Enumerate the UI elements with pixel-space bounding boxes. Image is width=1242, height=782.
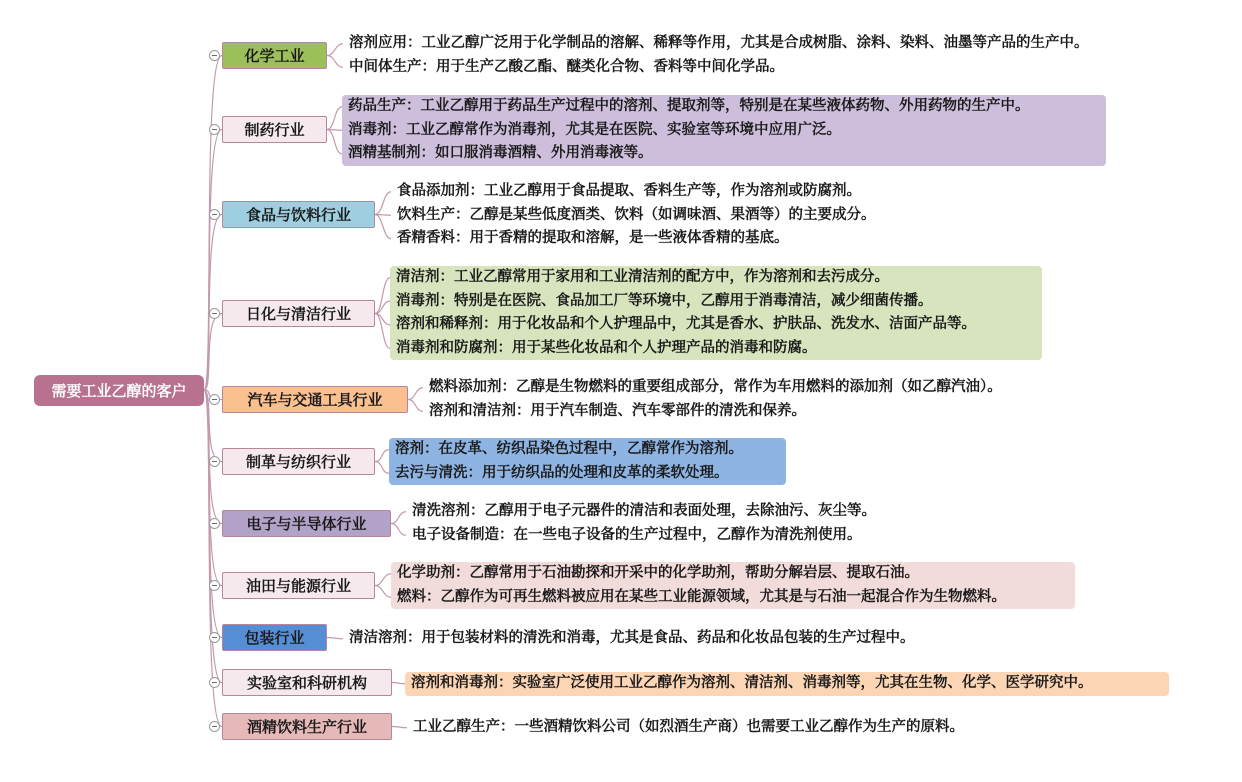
collapse-icon[interactable] xyxy=(209,209,220,220)
detail-line: 食品添加剂：工业乙醇用于食品提取、香料生产等，作为溶剂或防腐剂。 xyxy=(397,183,861,199)
detail-line: 溶剂：在皮革、纺织品染色过程中，乙醇常作为溶剂。 xyxy=(395,441,743,457)
branch-node-chemical[interactable] xyxy=(222,42,327,69)
detail-group-electronics xyxy=(406,500,882,547)
detail-line: 电子设备制造：在一些电子设备的生产过程中，乙醇作为清洗剂使用。 xyxy=(412,526,862,543)
collapse-icon[interactable] xyxy=(209,124,220,135)
branch-label: 包装行业 xyxy=(244,629,305,647)
branch-detail-connector xyxy=(327,130,342,154)
detail-line: 溶剂和消毒剂：实验室广泛使用工业乙醇作为溶剂、清洁剂、消毒剂等，尤其在生物、化学、医学研究中。 xyxy=(411,675,1093,691)
detail-group-pharma xyxy=(342,95,1106,166)
branch-label: 化学工业 xyxy=(244,47,305,65)
root-branch-connector xyxy=(204,56,222,391)
branch-node-laboratory[interactable] xyxy=(222,669,392,696)
detail-line: 溶剂和稀释剂：用于化妆品和个人护理品中，尤其是香水、护肤品、洗发水、洁面产品等。 xyxy=(396,316,976,332)
collapse-icon[interactable] xyxy=(209,677,220,688)
branch-node-automotive[interactable] xyxy=(222,386,408,413)
branch-label: 实验室和科研机构 xyxy=(246,674,367,692)
detail-group-packaging xyxy=(343,627,921,651)
collapse-icon[interactable] xyxy=(209,721,220,732)
branch-detail-connector xyxy=(392,683,405,684)
branch-detail-connector xyxy=(375,574,391,586)
branch-detail-connector xyxy=(327,638,343,639)
detail-group-leather-textile xyxy=(389,438,786,485)
branch-label: 制革与纺织行业 xyxy=(245,453,351,471)
collapse-icon[interactable] xyxy=(209,518,220,529)
branch-node-daily-chemical[interactable] xyxy=(222,300,375,327)
detail-line: 去污与清洗：用于纺织品的处理和皮革的柔软处理。 xyxy=(395,464,729,481)
collapse-icon[interactable] xyxy=(209,308,220,319)
branch-detail-connector xyxy=(391,524,406,536)
branch-detail-connector xyxy=(391,512,406,524)
root-node[interactable] xyxy=(34,375,204,406)
detail-line: 消毒剂和防腐剂：用于某些化妆品和个人护理产品的消毒和防腐。 xyxy=(396,339,817,356)
branch-detail-connector xyxy=(327,107,342,130)
detail-group-liquor xyxy=(407,716,970,740)
detail-group-food xyxy=(391,180,882,251)
branch-node-packaging[interactable] xyxy=(222,624,327,651)
branch-detail-connector xyxy=(375,586,391,598)
detail-line: 饮料生产：乙醇是某些低度酒类、饮料（如调味酒、果酒等）的主要成分。 xyxy=(397,206,876,223)
branch-node-oilfield-energy[interactable] xyxy=(222,572,375,599)
detail-line: 燃料：乙醇作为可再生燃料被应用在某些工业能源领域，尤其是与石油一起混合作为生物燃料。 xyxy=(397,588,1006,605)
detail-line: 化学助剂：乙醇常用于石油勘探和开采中的化学助剂，帮助分解岩层、提取石油。 xyxy=(397,565,919,581)
branch-node-leather-textile[interactable] xyxy=(222,448,375,475)
collapse-icon[interactable] xyxy=(209,456,220,467)
detail-group-oilfield-energy xyxy=(391,562,1075,609)
collapse-icon[interactable] xyxy=(209,50,220,61)
branch-detail-connector xyxy=(375,450,389,462)
detail-line: 清洁溶剂：用于包装材料的清洗和消毒，尤其是食品、药品和化妆品包装的生产过程中。 xyxy=(349,630,915,646)
detail-line: 清洁剂：工业乙醇常用于家用和工业清洁剂的配方中，作为溶剂和去污成分。 xyxy=(396,269,889,285)
detail-line: 香精香料：用于香精的提取和溶解，是一些液体香精的基底。 xyxy=(397,230,789,246)
root-branch-connector xyxy=(204,130,222,391)
branch-node-food[interactable] xyxy=(222,201,375,228)
branch-node-liquor[interactable] xyxy=(222,713,392,740)
branch-detail-connector xyxy=(375,462,389,474)
branch-detail-connector xyxy=(408,400,423,412)
detail-line: 消毒剂：工业乙醇常作为消毒剂，尤其是在医院、实验室等环境中应用广泛。 xyxy=(348,121,841,138)
branch-label: 酒精饮料生产行业 xyxy=(246,718,367,736)
detail-line: 中间体生产：用于生产乙酸乙酯、醚类化合物、香料等中间化学品。 xyxy=(349,58,784,75)
branch-detail-connector xyxy=(408,388,423,400)
branch-node-electronics[interactable] xyxy=(222,510,391,537)
branch-detail-connector xyxy=(375,215,391,239)
detail-line: 清洗溶剂：乙醇用于电子元器件的清洁和表面处理，去除油污、灰尘等。 xyxy=(412,503,876,519)
root-branch-connector xyxy=(204,390,222,638)
branch-label: 日化与清洁行业 xyxy=(245,305,351,323)
detail-group-automotive xyxy=(423,376,1008,423)
detail-line: 溶剂和清洁剂：用于汽车制造、汽车零部件的清洗和保养。 xyxy=(429,402,806,419)
branch-label: 电子与半导体行业 xyxy=(246,515,367,533)
detail-line: 工业乙醇生产：一些酒精饮料公司（如烈酒生产商）也需要工业乙醇作为生产的原料。 xyxy=(413,719,964,735)
root-label: 需要工业乙醇的客户 xyxy=(51,382,187,400)
detail-line: 酒精基制剂：如口服消毒酒精、外用消毒液等。 xyxy=(348,145,653,161)
detail-line: 药品生产：工业乙醇用于药品生产过程中的溶剂、提取剂等，特别是在某些液体药物、外用药物的生产中。 xyxy=(348,98,1030,114)
branch-detail-connector xyxy=(327,44,343,56)
branch-label: 食品与饮料行业 xyxy=(245,206,351,224)
branch-node-pharma[interactable] xyxy=(222,116,327,143)
detail-group-laboratory xyxy=(405,672,1169,696)
branch-detail-connector xyxy=(375,192,391,215)
branch-label: 油田与能源行业 xyxy=(245,577,351,595)
branch-detail-connector xyxy=(327,56,343,68)
collapse-icon[interactable] xyxy=(209,580,220,591)
branch-label: 汽车与交通工具行业 xyxy=(247,391,383,409)
detail-group-chemical xyxy=(343,32,1095,79)
branch-label: 制药行业 xyxy=(244,121,305,139)
detail-line: 消毒剂：特别是在医院、食品加工厂等环境中，乙醇用于消毒清洁，减少细菌传播。 xyxy=(396,292,933,309)
detail-group-daily-chemical xyxy=(390,266,1042,360)
detail-line: 燃料添加剂：乙醇是生物燃料的重要组成部分，常作为车用燃料的添加剂（如乙醇汽油）。 xyxy=(429,379,1002,395)
root-branch-connector xyxy=(204,390,222,586)
branch-detail-connector xyxy=(392,727,407,728)
collapse-icon[interactable] xyxy=(209,394,220,405)
detail-line: 溶剂应用：工业乙醇广泛用于化学制品的溶解、稀释等作用，尤其是合成树脂、涂料、染料、油墨等产品的生产中。 xyxy=(349,35,1089,51)
collapse-icon[interactable] xyxy=(209,632,220,643)
